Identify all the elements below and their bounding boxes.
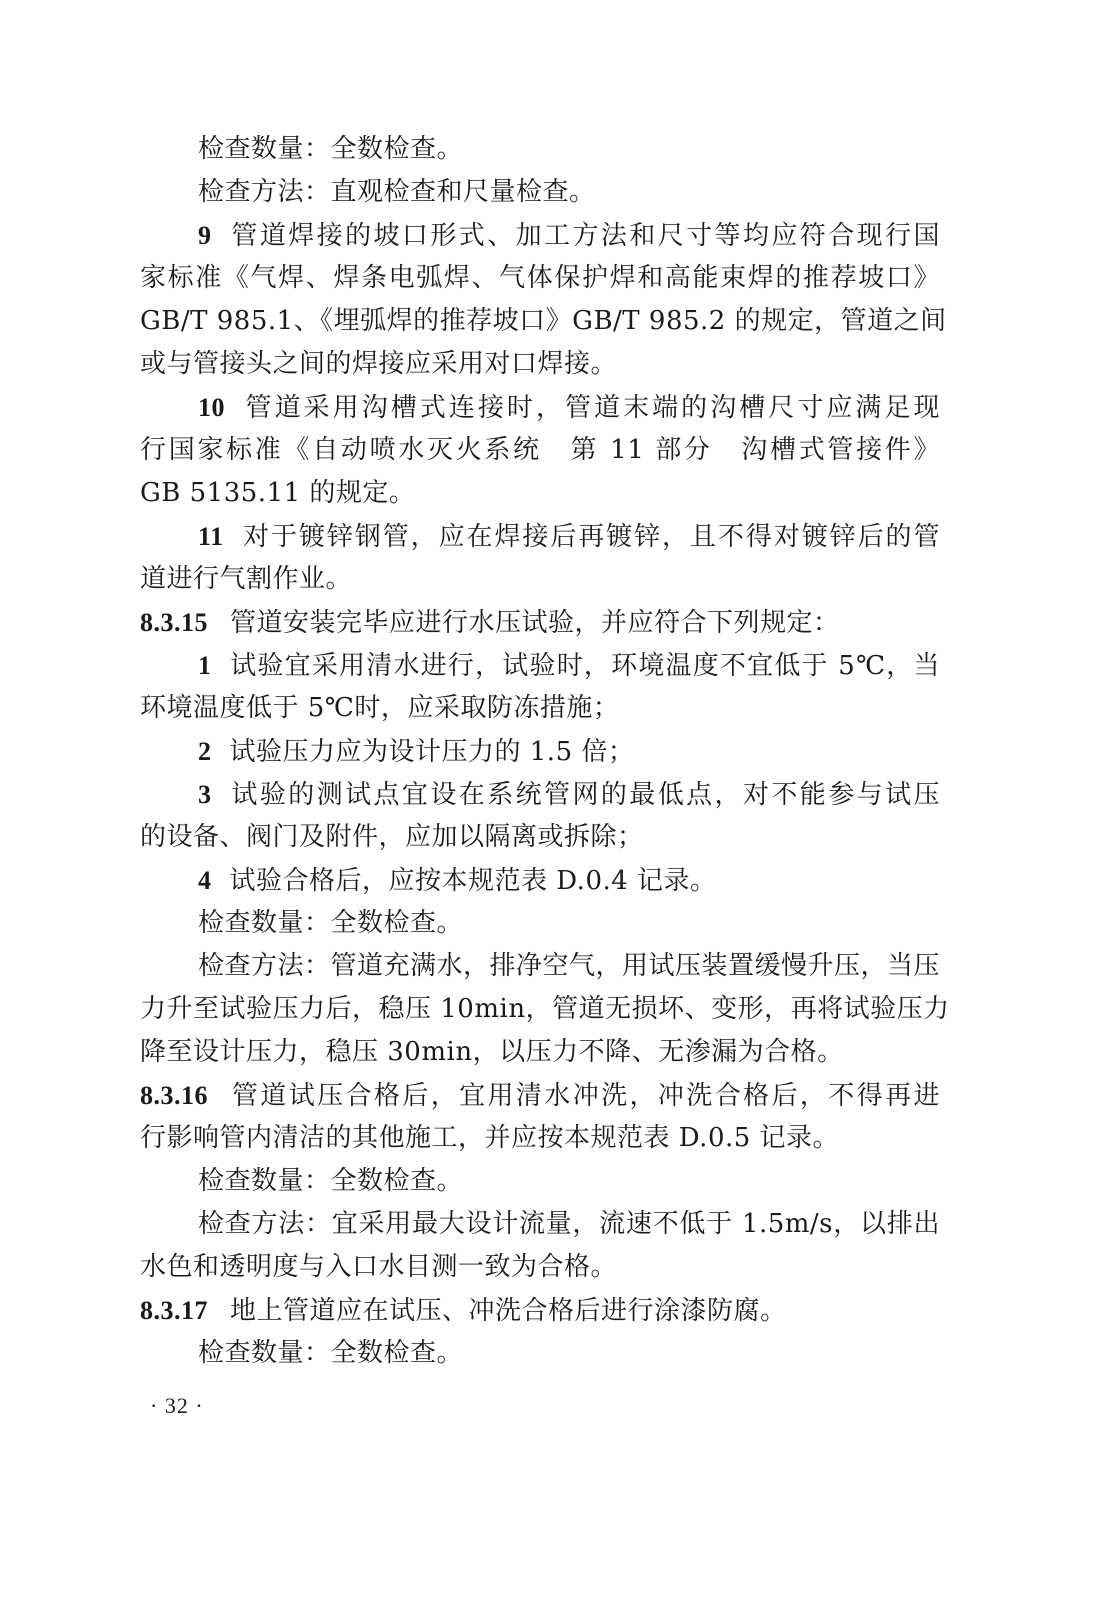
clause-8-3-17-line: 8.3.17 地上管道应在试压、冲洗合格后进行涂漆防腐。 xyxy=(140,1296,787,1326)
paragraph-line: 降至设计压力，稳压 30min，以压力不降、无渗漏为合格。 xyxy=(140,1037,844,1067)
item-3-line: 3 试验的测试点宜设在系统管网的最低点，对不能参与试压 xyxy=(198,780,940,810)
item-number: 4 xyxy=(198,866,212,895)
item-10-line: 10 管道采用沟槽式连接时，管道末端的沟槽尺寸应满足现 xyxy=(198,393,940,423)
item-9-line: 9 管道焊接的坡口形式、加工方法和尺寸等均应符合现行国 xyxy=(198,221,940,251)
item-number: 3 xyxy=(198,780,212,809)
item-2-line: 2 试验压力应为设计压力的 1.5 倍； xyxy=(198,737,635,767)
document-body xyxy=(140,128,950,1375)
clause-8-3-16-line: 8.3.16 管道试压合格后，宜用清水冲洗，冲洗合格后，不得再进 xyxy=(140,1081,940,1111)
clause-number: 8.3.16 xyxy=(140,1081,208,1110)
item-4-line: 4 试验合格后，应按本规范表 D.0.4 记录。 xyxy=(198,866,717,896)
check-method-line: 检查方法：管道充满水，排净空气，用试压装置缓慢升压，当压 xyxy=(198,951,941,981)
paragraph-line: 环境温度低于 5℃时，应采取防冻措施； xyxy=(140,693,620,723)
paragraph-line: 的设备、阀门及附件，应加以隔离或拆除； xyxy=(140,822,644,852)
item-number: 2 xyxy=(198,737,212,766)
clause-number: 8.3.15 xyxy=(140,608,208,637)
item-number: 9 xyxy=(198,221,212,250)
paragraph-line: 行影响管内清洁的其他施工，并应按本规范表 D.0.5 记录。 xyxy=(140,1123,840,1153)
item-number: 11 xyxy=(198,522,224,551)
item-11-line: 11 对于镀锌钢管，应在焊接后再镀锌，且不得对镀锌后的管 xyxy=(198,522,940,552)
paragraph-line: 家标准《气焊、焊条电弧焊、气体保护焊和高能束焊的推荐坡口》 xyxy=(140,263,940,293)
item-number: 10 xyxy=(198,393,225,422)
page-number: · 32 · xyxy=(150,1393,204,1418)
paragraph-line: 行国家标准《自动喷水灭火系统 第 11 部分 沟槽式管接件》 xyxy=(140,435,940,465)
clause-8-3-15-line: 8.3.15 管道安装完毕应进行水压试验，并应符合下列规定： xyxy=(140,608,840,638)
paragraph-line: 力升至试验压力后，稳压 10min，管道无损坏、变形，再将试验压力 xyxy=(140,994,950,1024)
check-quantity-line: 检查数量：全数检查。 xyxy=(198,1338,464,1368)
paragraph-line: 水色和透明度与入口水目测一致为合格。 xyxy=(140,1252,618,1282)
paragraph-line: GB/T 985.1、《埋弧焊的推荐坡口》GB/T 985.2 的规定，管道之间 xyxy=(140,306,947,336)
check-quantity-line: 检查数量：全数检查。 xyxy=(198,908,464,938)
paragraph-line: 或与管接头之间的焊接应采用对口焊接。 xyxy=(140,349,618,379)
check-quantity-line: 检查数量：全数检查。 xyxy=(198,134,464,164)
check-method-line: 检查方法：宜采用最大设计流量，流速不低于 1.5m/s，以排出 xyxy=(198,1209,940,1239)
check-quantity-line: 检查数量：全数检查。 xyxy=(198,1166,464,1196)
clause-number: 8.3.17 xyxy=(140,1296,208,1325)
paragraph-line: 道进行气割作业。 xyxy=(140,564,353,594)
check-method-line: 检查方法：直观检查和尺量检查。 xyxy=(198,177,596,207)
item-number: 1 xyxy=(198,651,212,680)
paragraph-line: GB 5135.11 的规定。 xyxy=(140,478,416,508)
item-1-line: 1 试验宜采用清水进行，试验时，环境温度不宜低于 5℃，当 xyxy=(198,651,940,681)
